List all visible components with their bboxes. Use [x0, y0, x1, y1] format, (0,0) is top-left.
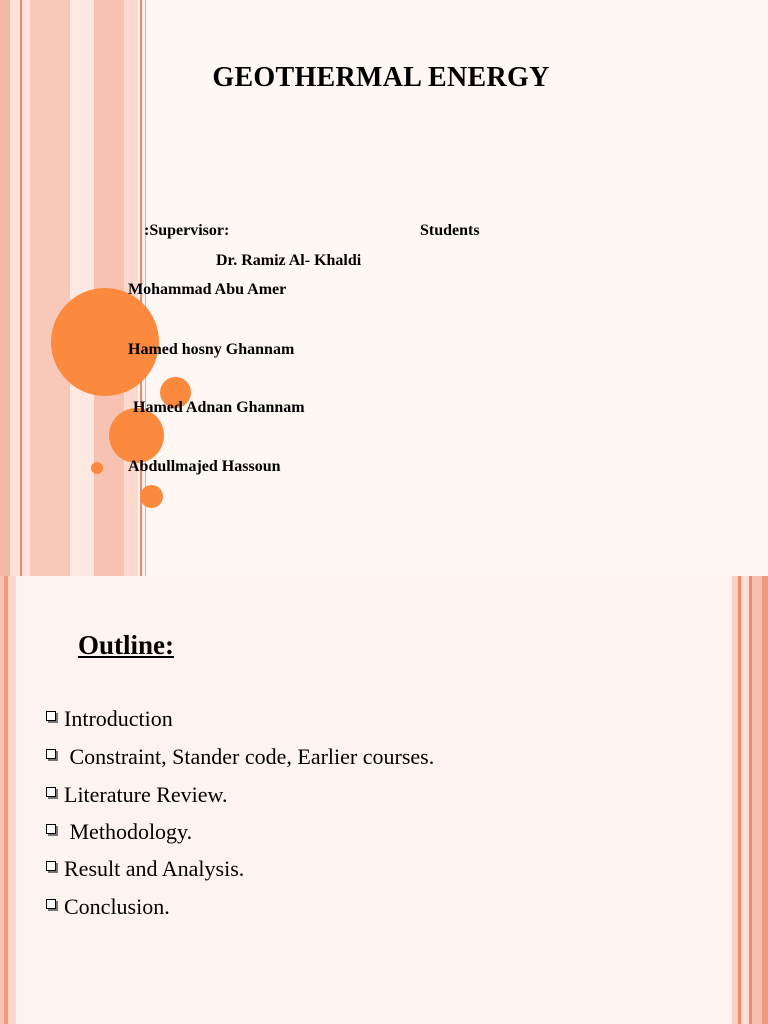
- supervisor-label: :Supervisor:: [144, 222, 230, 239]
- list-item: [46, 744, 434, 770]
- list-item-label: Literature Review.: [64, 782, 228, 807]
- list-item: [46, 706, 173, 732]
- outline-slide: [0, 576, 768, 1024]
- list-item-label: Result and Analysis.: [64, 856, 245, 881]
- decor-stripe: [752, 576, 762, 1024]
- list-item-label: Constraint, Stander code, Earlier courses.: [64, 744, 435, 769]
- square-bullet-icon: [46, 824, 56, 834]
- square-bullet-icon: [46, 749, 56, 759]
- decor-stripe: [741, 576, 749, 1024]
- supervisor-name: Dr. Ramiz Al- Khaldi: [216, 252, 362, 269]
- square-bullet-icon: [46, 787, 56, 797]
- decor-stripe: [8, 576, 16, 1024]
- square-bullet-icon: [46, 861, 56, 871]
- student-name: Abdullmajed Hassoun: [128, 458, 281, 475]
- square-bullet-icon: [46, 711, 56, 721]
- list-item: [46, 782, 228, 808]
- slide-title: GEOTHERMAL ENERGY: [212, 62, 550, 93]
- student-name: Mohammad Abu Amer: [128, 281, 287, 298]
- decor-stripe: [70, 0, 94, 576]
- list-item: [46, 856, 244, 882]
- list-item: [46, 819, 192, 845]
- decor-stripe: [762, 576, 768, 1024]
- decor-stripe: [30, 0, 70, 576]
- decor-line: [20, 0, 22, 576]
- students-label: Students: [420, 222, 480, 239]
- decor-circle-tiny: [91, 462, 103, 474]
- square-bullet-icon: [46, 899, 56, 909]
- student-name: Hamed hosny Ghannam: [128, 341, 295, 358]
- list-item-label: Methodology.: [64, 819, 193, 844]
- student-name: Hamed Adnan Ghannam: [133, 399, 305, 416]
- list-item: [46, 894, 170, 920]
- list-item-label: Conclusion.: [64, 894, 170, 919]
- decor-stripe: [0, 0, 10, 576]
- decor-circle-small: [140, 485, 163, 508]
- list-item-label: Introduction: [64, 706, 173, 731]
- outline-title: Outline:: [78, 630, 175, 660]
